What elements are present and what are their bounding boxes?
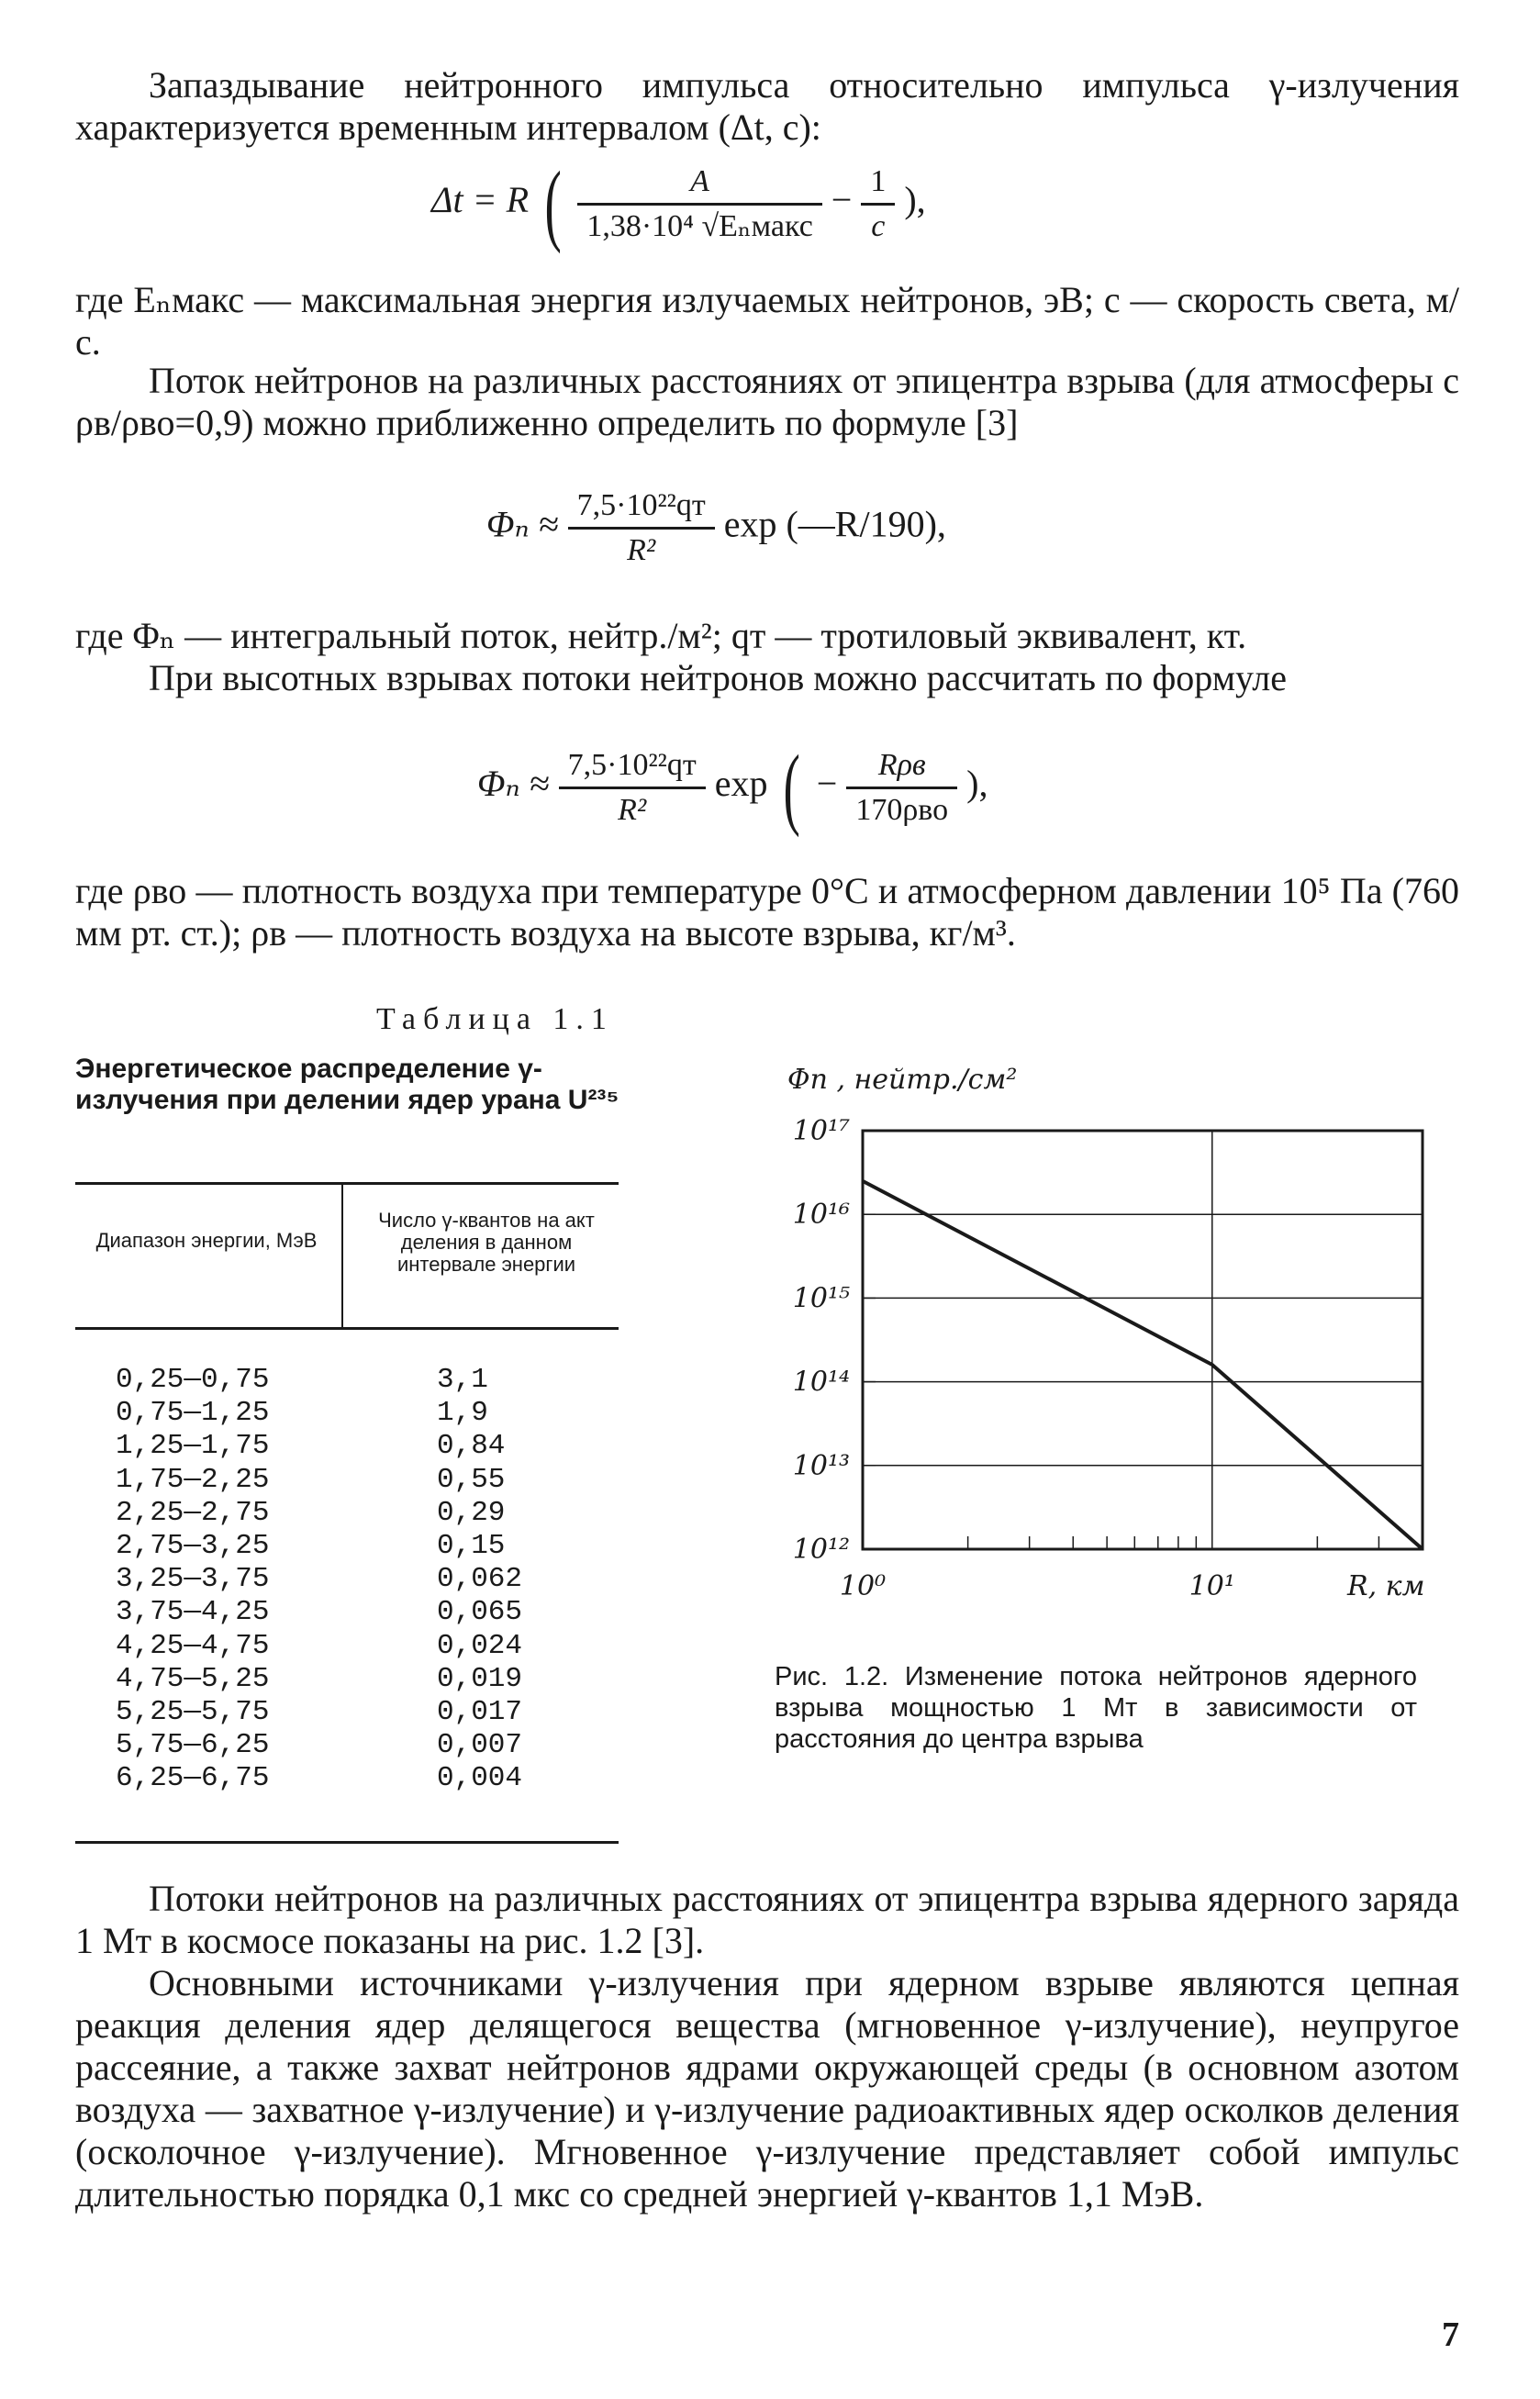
table-cell-count: 0,017	[437, 1696, 523, 1729]
paragraph-3: Поток нейтронов на различных расстояниях от эпицентра взрыва (для атмосферы с ρв/ρво=0,9) можно приближенно определить по формуле [3]	[75, 360, 1459, 443]
chart-frame	[863, 1131, 1423, 1549]
chart-y-label: Φп , нейтр./см²	[787, 1064, 1018, 1096]
table-cell-range: 5,25—5,75	[116, 1696, 270, 1729]
paragraph-7: Потоки нейтронов на различных расстояниях от эпицентра взрыва ядерного заряда 1 Мт в космосе показаны на рис. 1.2 [3].	[75, 1878, 1459, 1961]
table-top-rule	[75, 1182, 619, 1185]
table-cell-range: 4,75—5,25	[116, 1662, 270, 1695]
chart-y-tick-label: 10¹³	[792, 1449, 850, 1482]
neutron-flux-chart	[771, 1046, 1450, 1624]
figure-caption: Рис. 1.2. Изменение потока нейтронов ядерного взрыва мощностью 1 Мт в зависимости от расстояния до центра взрыва	[775, 1662, 1417, 1754]
table-cell-range: 2,25—2,75	[116, 1496, 270, 1529]
table-cell-range: 6,25—6,75	[116, 1762, 270, 1795]
paragraph-2: где Eₙмакс — максимальная энергия излучаемых нейтронов, эВ; c — скорость света, м/с.	[75, 279, 1459, 363]
table-cell-count: 0,024	[437, 1629, 523, 1662]
table-cell-count: 0,004	[437, 1762, 523, 1795]
page-number: 7	[1442, 2315, 1459, 2354]
table-cell-range: 3,75—4,25	[116, 1596, 270, 1629]
table-column-count	[437, 1364, 522, 1796]
table-cell-range: 2,75—3,25	[116, 1530, 270, 1563]
table-header-count: Число γ-квантов на акт деления в данном интервале энергии	[378, 1209, 595, 1276]
table-cell-count: 0,84	[437, 1430, 506, 1463]
table-bottom-rule	[75, 1841, 619, 1844]
chart-series-line	[863, 1181, 1423, 1549]
chart-y-tick-label: 10¹⁴	[792, 1366, 850, 1399]
table-column-range	[116, 1364, 269, 1796]
table-cell-range: 3,25—3,75	[116, 1563, 270, 1596]
chart-x-tick-label: 10⁰	[839, 1570, 887, 1602]
paragraph-1: Запаздывание нейтронного импульса относительно импульса γ-излучения характеризуется временным интервалом (Δt, с):	[75, 64, 1459, 148]
table-header-range: Диапазон энергии, МэВ	[95, 1229, 318, 1252]
table-cell-range: 5,75—6,25	[116, 1729, 270, 1762]
chart-x-tick-label: 10¹	[1188, 1570, 1235, 1602]
chart-y-tick-label: 10¹⁶	[792, 1199, 850, 1232]
paragraph-4: где Φₙ — интегральный поток, нейтр./м²; qт — тротиловый эквивалент, кт.	[75, 615, 1247, 656]
table-cell-range: 0,75—1,25	[116, 1397, 270, 1430]
table-cell-count: 0,062	[437, 1563, 523, 1596]
table-cell-count: 1,9	[437, 1397, 488, 1430]
table-cell-count: 0,007	[437, 1729, 523, 1762]
paragraph-6: где ρво — плотность воздуха при температуре 0°C и атмосферном давлении 10⁵ Па (760 мм рт. ст.); ρв — плотность воздуха на высоте взрыва, кг/м³.	[75, 870, 1459, 954]
paragraph-5: При высотных взрывах потоки нейтронов можно рассчитать по формуле	[149, 657, 1287, 698]
formula-flux-altitude: Φₙ ≈ $\frac{\text{7,5·10²²qт}}{\text{R²}}$ exp ( − $\frac{\text{Rρв}}{\text{170ρво}}$ ),	[477, 736, 988, 838]
chart-y-tick-label: 10¹²	[792, 1534, 850, 1566]
table-cell-count: 0,065	[437, 1596, 523, 1629]
chart-y-tick-label: 10¹⁵	[792, 1282, 850, 1315]
chart-x-label: R, км	[1347, 1570, 1425, 1602]
table-cell-range: 1,25—1,75	[116, 1430, 270, 1463]
table-cell-count: 3,1	[437, 1364, 488, 1396]
table-label: Таблица 1.1	[376, 1002, 614, 1036]
table-cell-count: 0,019	[437, 1662, 523, 1695]
paragraph-8: Основными источниками γ-излучения при ядерном взрыве являются цепная реакция деления ядер делящегося вещества (мгновенное γ-излучение), неупругое рассеяние, а также захват нейтронов ядрами окружающей среды (в основном азотом воздуха — захватное γ-излучение) и γ-излучение радиоактивных ядер осколков деления (осколочное γ-излучение). Мгновенное γ-излучение представляет собой импульс длительностью порядка 0,1 мкс со средней энергией γ-квантов 1,1 МэВ.	[75, 1962, 1459, 2215]
table-cell-range: 4,25—4,75	[116, 1629, 270, 1662]
table-cell-range: 0,25—0,75	[116, 1364, 270, 1396]
table-column-divider	[341, 1185, 343, 1328]
chart-y-tick-label: 10¹⁷	[792, 1115, 850, 1147]
table-cell-range: 1,75—2,25	[116, 1463, 270, 1496]
table-header-rule	[75, 1327, 619, 1330]
formula-delay: Δt = R ( $\frac{A}{\text{1,38·10⁴ √Eₙмакс}}$ − $\frac{1}{c}$ ),	[431, 152, 926, 254]
table-title: Энергетическое распределение γ-излучения при делении ядер урана U²³⁵	[75, 1054, 619, 1115]
table-cell-count: 0,15	[437, 1530, 506, 1563]
table-cell-count: 0,55	[437, 1463, 506, 1496]
formula-flux: Φₙ ≈ $\frac{\text{7,5·10²²qт}}{\text{R²}}$ exp (—R/190),	[486, 488, 946, 567]
table-cell-count: 0,29	[437, 1496, 506, 1529]
